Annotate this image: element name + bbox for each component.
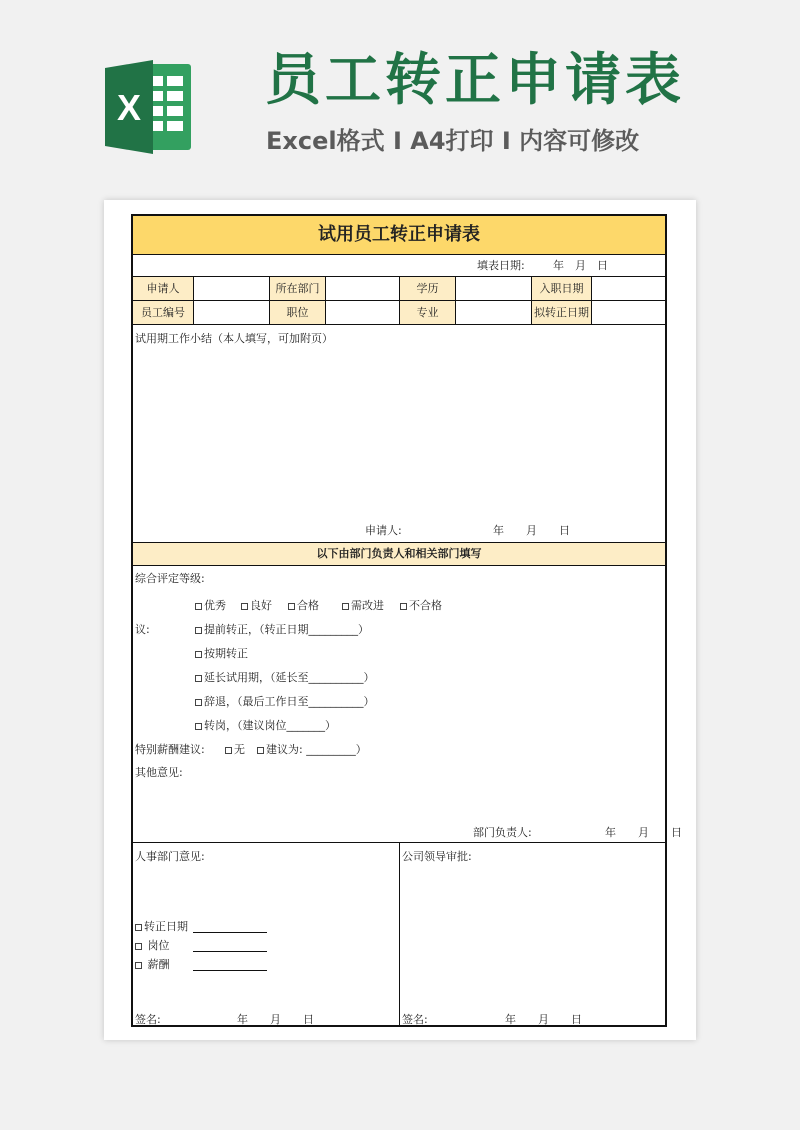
fill-date-value: 年 月 日 [553,259,608,272]
dept-head-sign-label: 部门负责人: [473,826,532,839]
rating-option-good[interactable]: 良好 [241,597,272,613]
checkbox-icon [195,699,202,706]
hr-position-line[interactable] [193,941,267,952]
section-header: 以下由部门负责人和相关部门填写 [133,542,665,566]
hr-item-date[interactable]: 转正日期 [135,918,188,934]
checkbox-icon [135,924,142,931]
rating-option-pass[interactable]: 合格 [288,597,319,613]
checkbox-icon [288,603,295,610]
input-planned-date[interactable] [592,301,665,324]
suggest-extend[interactable]: 延长试用期，（延长至__________） [195,669,375,685]
input-applicant[interactable] [194,277,269,300]
label-position: 职位 [270,301,325,324]
dept-head-sign-date: 年 月 日 [605,826,682,839]
input-major[interactable] [456,301,531,324]
salary-option-suggest[interactable]: 建议为: _________） [257,741,367,757]
leader-sign-date: 年 月 日 [505,1013,582,1026]
label-education: 学历 [400,277,455,300]
checkbox-icon [195,675,202,682]
input-join-date[interactable] [592,277,665,300]
applicant-sign-label: 申请人: [365,524,402,537]
banner-title: 员工转正申请表 [265,48,685,113]
checkbox-icon [195,651,202,658]
banner-subtitle: Excel格式 I A4打印 I 内容可修改 [266,127,640,155]
banner [0,0,800,190]
suggest-on-time[interactable]: 按期转正 [195,645,248,661]
input-employee-no[interactable] [194,301,269,324]
excel-icon [105,58,193,156]
rating-option-excellent[interactable]: 优秀 [195,597,226,613]
suggest-early[interactable]: 提前转正，（转正日期_________） [195,621,369,637]
rating-label: 综合评定等级: [135,572,205,585]
label-join-date: 入职日期 [532,277,591,300]
input-position[interactable] [326,301,399,324]
leader-sign-label: 签名: [402,1013,428,1026]
checkbox-icon [195,723,202,730]
salary-option-none[interactable]: 无 [225,741,245,757]
hr-item-position[interactable]: 岗位 [135,937,170,953]
salary-label: 特别薪酬建议: [135,743,205,756]
label-employee-no: 员工编号 [133,301,193,324]
application-form [131,214,682,1027]
label-planned-date: 拟转正日期 [532,301,591,324]
other-textarea[interactable] [133,782,665,822]
label-applicant: 申请人 [133,277,193,300]
hr-salary-line[interactable] [193,960,267,971]
suggest-dismiss[interactable]: 辞退，（最后工作日至__________） [195,693,375,709]
other-label: 其他意见: [135,766,183,779]
rating-option-fail[interactable]: 不合格 [400,597,442,613]
checkbox-icon [241,603,248,610]
checkbox-icon [195,603,202,610]
checkbox-icon [195,627,202,634]
checkbox-icon [225,747,232,754]
input-education[interactable] [456,277,531,300]
hr-opinion-label: 人事部门意见: [135,850,205,863]
summary-label: 试用期工作小结（本人填写，可加附页） [135,332,333,345]
hr-date-line[interactable] [193,922,267,933]
svg-text:X: X [116,87,142,128]
rating-option-improve[interactable]: 需改进 [342,597,384,613]
hr-sign-date: 年 月 日 [237,1013,314,1026]
hr-sign-label: 签名: [135,1013,161,1026]
input-department[interactable] [326,277,399,300]
form-title: 试用员工转正申请表 [133,216,665,255]
checkbox-icon [135,943,142,950]
summary-textarea[interactable] [133,348,665,516]
checkbox-icon [342,603,349,610]
leader-approval-label: 公司领导审批: [402,850,472,863]
hr-item-salary[interactable]: 薪酬 [135,956,170,972]
label-department: 所在部门 [270,277,325,300]
checkbox-icon [135,962,142,969]
checkbox-icon [257,747,264,754]
checkbox-icon [400,603,407,610]
applicant-sign-date: 年 月 日 [493,524,570,537]
suggest-label: 议: [135,623,150,636]
fill-date-label: 填表日期: [477,259,525,272]
suggest-transfer[interactable]: 转岗，（建议岗位_______） [195,717,336,733]
label-major: 专业 [400,301,455,324]
